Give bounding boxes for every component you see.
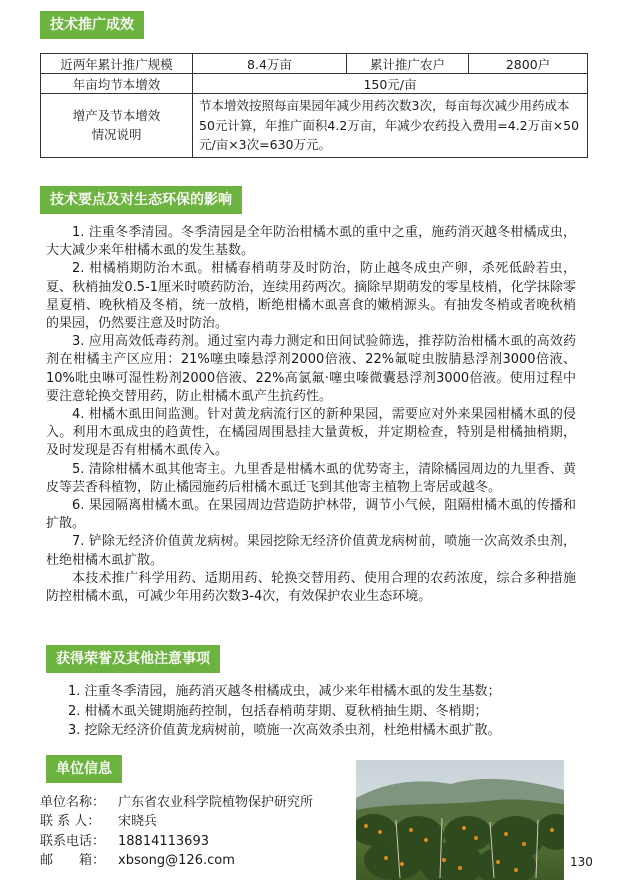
desc-text: 节本增效按照每亩果园年减少用药次数3次，每亩每次减少用药成本50元计算，年推广面积4.2万亩，年减少农药投入费用=4.2万亩×50元/亩×3次=630万元。 [193,94,588,158]
households-label: 累计推广农户 [347,54,469,74]
saving-value: 150元/亩 [193,74,588,94]
scale-value: 8.4万亩 [193,54,347,74]
scale-label: 近两年累计推广规模 [41,54,193,74]
tech-paragraph: 7. 铲除无经济价值黄龙病树。果园挖除无经济价值黄龙病树前，喷施一次高效杀虫剂，杜绝柑橘木虱扩散。 [46,534,576,568]
section-header-unit-info: 单位信息 [46,755,122,783]
tech-paragraph: 1. 注重冬季清园。冬季清园是全年防治柑橘木虱的重中之重，施药消灭越冬柑橘成虫，大大减少来年柑橘木虱的发生基数。 [46,225,576,259]
contact-row [40,812,313,831]
phone-label: 联系电话： [40,833,106,849]
list-item: 1. 注重冬季清园，施药消灭越冬柑橘成虫，减少来年柑橘木虱的发生基数； [68,684,501,699]
table-row [41,74,588,94]
section-header-notes: 获得荣誉及其他注意事项 [46,645,220,673]
table-row [41,54,588,74]
orchard-photo-image [356,760,564,880]
email-row [40,851,313,870]
tech-paragraph: 本技术推广科学用药、适期用药、轮换交替用药、使用合理的农药浓度，综合多种措施防控柑橘木虱，可减少年用药次数3-4次，有效保护农业生态环境。 [46,570,576,605]
section-header-tech-points: 技术要点及对生态环保的影响 [40,186,242,214]
email-value: xbsong@126.com [118,852,235,868]
saving-label: 年亩均节本增效 [41,74,193,94]
table-row [41,94,588,158]
desc-label-line1: 增产及节本增效 [72,108,161,124]
tech-paragraph: 4. 柑橘木虱田间监测。针对黄龙病流行区的新种果园，需要应对外来果园柑橘木虱的侵入。利用木虱成虫的趋黄性，在橘园周围悬挂大量黄板，并定期检查，特别是柑橘抽梢期，及时发现是否有柑橘木虱传入。 [46,407,576,459]
notes-list [46,682,586,741]
contact-label: 联 系 人： [40,814,101,830]
tech-paragraph: 3. 应用高效低毒药剂。通过室内毒力测定和田间试验筛选，推荐防治柑橘木虱的高效药剂在柑橘主产区应用：21%噻虫嗪悬浮剂2000倍液、22%氟啶虫胺腈悬浮剂3000倍液、10%吡虫啉可湿性粉剂2000倍液、22%高氯氟·噻虫嗪微囊悬浮剂3000倍液。使用过程中要注意轮换交替用药，防止柑橘木虱产生抗药性。 [46,334,576,404]
email-label: 邮 箱： [40,852,106,868]
orchard-photo [356,760,564,880]
org-value: 广东省农业科学院植物保护研究所 [118,795,314,810]
tech-paragraph: 5. 清除柑橘木虱其他寄主。九里香是柑橘木虱的优势寄主，清除橘园周边的九里香、黄皮等芸香科植物，防止橘园施药后柑橘木虱迁飞到其他寄主植物上寄居或越冬。 [46,461,576,495]
org-row [40,793,313,812]
desc-label [41,94,193,158]
tech-paragraph: 2. 柑橘梢期防治木虱。柑橘春梢萌芽及时防治，防止越冬成虫产卵，杀死低龄若虫，夏、秋梢抽发0.5-1厘米时喷药防治，连续用药两次。摘除早期萌发的零星枝梢，化学抹除零星夏梢、晚秋梢及冬梢，统一放梢，断绝柑橘木虱喜食的嫩梢源头。有抽发冬梢或者晚秋梢的果园，仍然要注意及时防治。 [46,261,576,332]
phone-row [40,832,313,851]
promotion-stats-table [40,53,588,158]
unit-info [40,793,313,870]
page-number: 130 [570,855,593,869]
section-header-promotion: 技术推广成效 [40,11,144,39]
phone-value: 18814113693 [118,833,209,849]
list-item: 2. 柑橘木虱关键期施药控制，包括春梢萌芽期、夏秋梢抽生期、冬梢期； [68,703,488,719]
org-label: 单位名称： [40,795,106,810]
contact-value: 宋晓兵 [118,814,158,830]
tech-points-body [46,224,576,606]
desc-label-line2: 情况说明 [91,127,142,143]
list-item: 3. 挖除无经济价值黄龙病树前，喷施一次高效杀虫剂，杜绝柑橘木虱扩散。 [68,723,501,738]
tech-paragraph: 6. 果园隔离柑橘木虱。在果园周边营造防护林带，调节小气候，阻隔柑橘木虱的传播和扩散。 [46,498,576,532]
households-value: 2800户 [469,54,588,74]
